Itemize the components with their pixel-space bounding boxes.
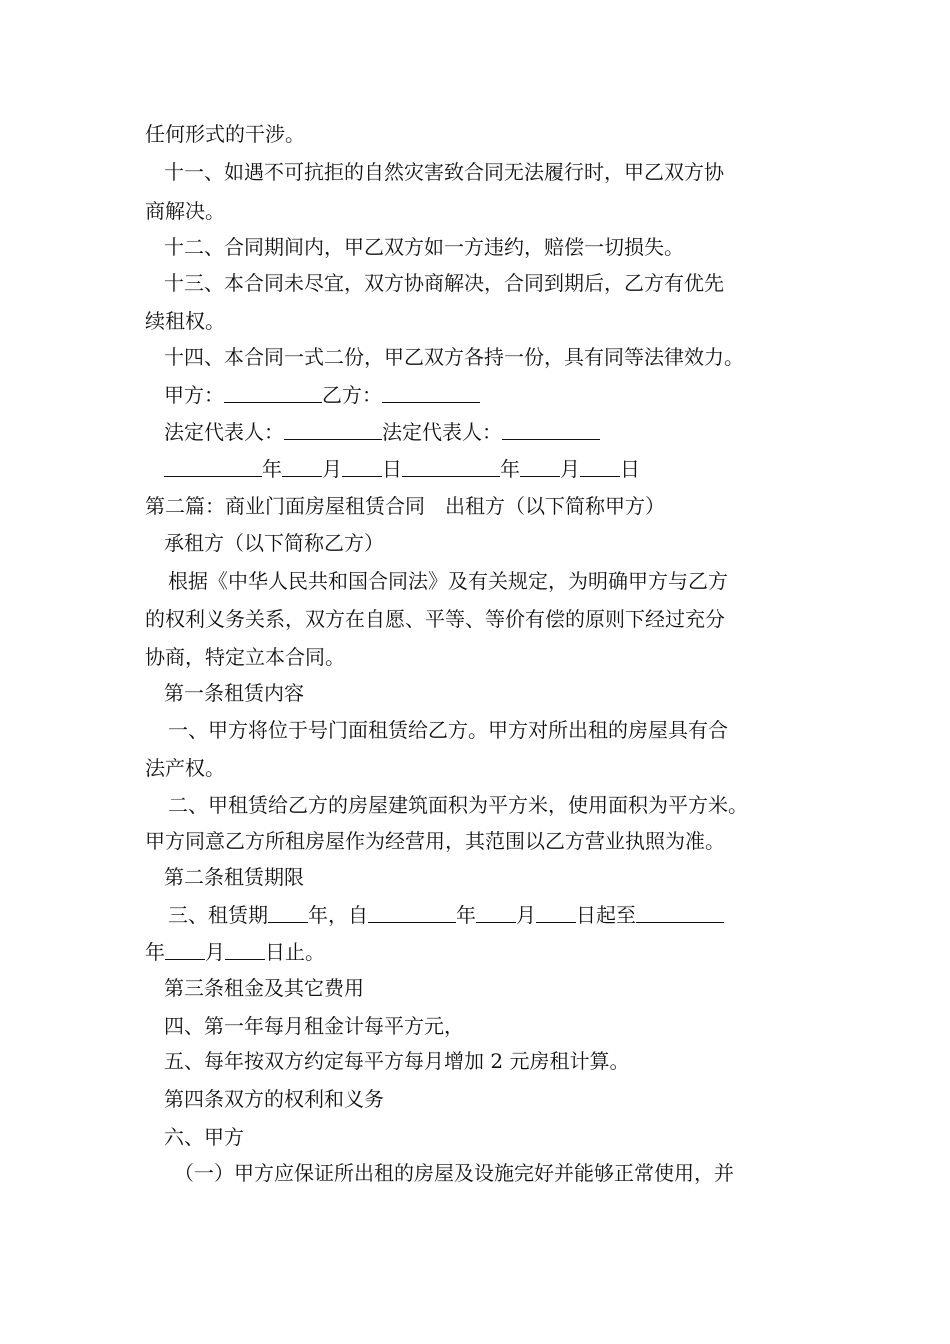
preamble-line-1: 根据《中华人民共和国合同法》及有关规定，为明确甲方与乙方 [168, 569, 728, 593]
date-line [164, 458, 640, 479]
preamble-line-2: 的权利义务关系，双方在自愿、平等、等价有偿的原则下经过充分 [145, 607, 725, 631]
item-6: 六、甲方 [164, 1125, 244, 1149]
day-label: 日 [620, 457, 640, 481]
legal-rep-b-label: 法定代表人： [382, 420, 502, 444]
month-label: 月 [205, 940, 225, 964]
section-2-heading: 第二篇：商业门面房屋租赁合同 出租方（以下简称甲方） [145, 494, 665, 518]
year-label: 年 [262, 457, 282, 481]
month-label: 月 [516, 903, 536, 927]
article-2-heading: 第二条租赁期限 [164, 865, 304, 889]
text-line: 任何形式的干涉。 [145, 122, 305, 146]
preamble-line-3: 协商，特定立本合同。 [145, 645, 345, 669]
article-4-heading: 第四条双方的权利和义务 [164, 1087, 384, 1111]
party-a-label: 甲方： [164, 383, 224, 407]
from-label: 年，自 [308, 903, 368, 927]
legal-rep-b-blank [502, 421, 600, 440]
year-a-blank [164, 458, 262, 477]
item-2-line-1: 二、甲租赁给乙方的房屋建筑面积为平方米，使用面积为平方米。 [168, 793, 748, 817]
month-label: 月 [322, 457, 342, 481]
month-a-blank [282, 458, 322, 477]
year-label: 年 [500, 457, 520, 481]
clause-11-line-2: 商解决。 [145, 199, 225, 223]
day-label: 日 [382, 457, 402, 481]
to-label: 日起至 [576, 903, 636, 927]
term-years-blank [268, 904, 308, 923]
day-b-blank [580, 458, 620, 477]
end-label: 日止。 [265, 940, 325, 964]
month-label: 月 [560, 457, 580, 481]
lessee-line: 承租方（以下简称乙方） [164, 531, 384, 555]
item-2-line-2: 甲方同意乙方所租房屋作为经营用，其范围以乙方营业执照为准。 [145, 829, 725, 853]
year-label: 年 [456, 903, 476, 927]
item-4: 四、第一年每月租金计每平方元， [164, 1014, 464, 1038]
clause-11-line-1: 十一、如遇不可抗拒的自然灾害致合同无法履行时，甲乙双方协 [164, 160, 724, 184]
end-day-blank [225, 941, 265, 960]
legal-rep-line [164, 421, 600, 442]
item-5: 五、每年按双方约定每平方每月增加 2 元房租计算。 [164, 1049, 630, 1073]
item-3-line-1 [168, 904, 724, 925]
legal-rep-a-blank [284, 421, 382, 440]
day-a-blank [342, 458, 382, 477]
year-b-blank [402, 458, 500, 477]
clause-14: 十四、本合同一式二份，甲乙双方各持一份，具有同等法律效力。 [164, 345, 744, 369]
term-label: 三、租赁期 [168, 903, 268, 927]
clause-13-line-1: 十三、本合同未尽宜，双方协商解决，合同到期后，乙方有优先 [164, 271, 724, 295]
start-year-blank [368, 904, 456, 923]
article-3-heading: 第三条租金及其它费用 [164, 976, 364, 1000]
signature-parties-line [164, 384, 480, 405]
start-month-blank [476, 904, 516, 923]
party-b-blank [382, 384, 480, 403]
clause-13-line-2: 续租权。 [145, 309, 225, 333]
end-year-blank [636, 904, 724, 923]
end-month-blank [165, 941, 205, 960]
party-a-blank [224, 384, 322, 403]
item-6-sub-1: （一）甲方应保证所出租的房屋及设施完好并能够正常使用，并 [174, 1161, 734, 1185]
item-1-line-1: 一、甲方将位于号门面租赁给乙方。甲方对所出租的房屋具有合 [168, 718, 728, 742]
item-3-line-2 [145, 941, 325, 962]
year-label: 年 [145, 940, 165, 964]
legal-rep-a-label: 法定代表人： [164, 420, 284, 444]
clause-12: 十二、合同期间内，甲乙双方如一方违约，赔偿一切损失。 [164, 235, 684, 259]
start-day-blank [536, 904, 576, 923]
party-b-label: 乙方： [322, 383, 382, 407]
item-1-line-2: 法产权。 [145, 756, 225, 780]
article-1-heading: 第一条租赁内容 [164, 681, 304, 705]
month-b-blank [520, 458, 560, 477]
